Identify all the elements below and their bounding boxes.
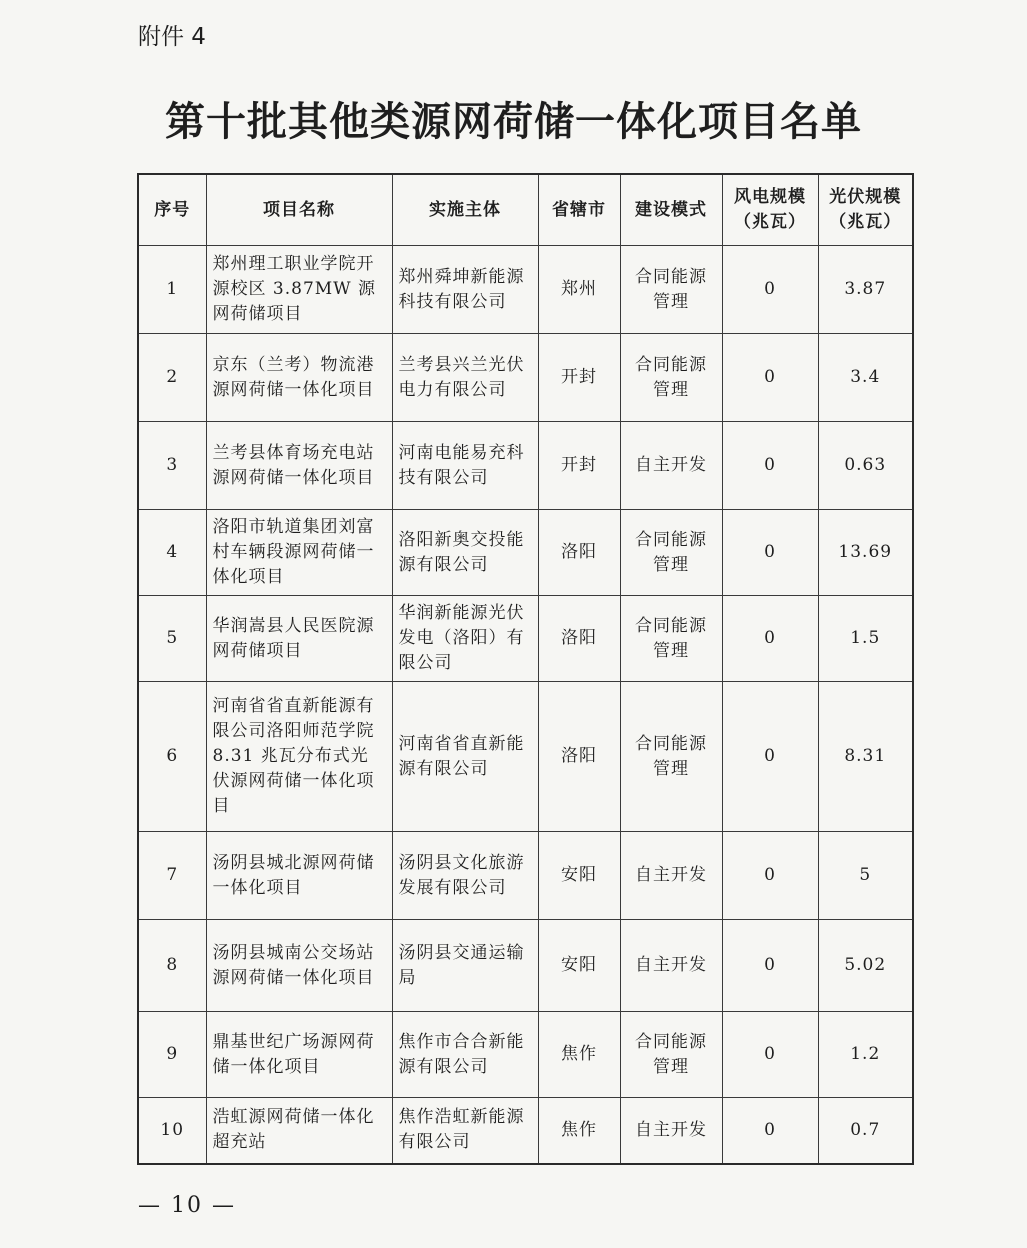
cell-pv: 3.87 <box>818 246 913 334</box>
cell-pv: 13.69 <box>818 510 913 596</box>
table-row <box>138 422 913 510</box>
table-row <box>138 832 913 920</box>
header-city: 省辖市 <box>538 174 620 246</box>
cell-wind: 0 <box>722 682 818 832</box>
cell-pv: 1.2 <box>818 1012 913 1098</box>
cell-project-name: 郑州理工职业学院开源校区 3.87MW 源网荷储项目 <box>206 246 392 334</box>
header-wind: 风电规模（兆瓦） <box>722 174 818 246</box>
cell-city: 安阳 <box>538 920 620 1012</box>
cell-no: 7 <box>138 832 206 920</box>
cell-mode: 合同能源管理 <box>620 246 722 334</box>
cell-pv: 8.31 <box>818 682 913 832</box>
cell-no: 3 <box>138 422 206 510</box>
cell-city: 开封 <box>538 334 620 422</box>
cell-no: 6 <box>138 682 206 832</box>
table-header-row <box>138 174 913 246</box>
cell-pv: 0.7 <box>818 1098 913 1164</box>
cell-city: 焦作 <box>538 1012 620 1098</box>
cell-project-name: 河南省省直新能源有限公司洛阳师范学院 8.31 兆瓦分布式光伏源网荷储一体化项目 <box>206 682 392 832</box>
table-body <box>138 246 913 1164</box>
cell-city: 洛阳 <box>538 682 620 832</box>
cell-no: 4 <box>138 510 206 596</box>
cell-entity: 汤阴县文化旅游发展有限公司 <box>392 832 538 920</box>
cell-mode: 合同能源管理 <box>620 334 722 422</box>
table-row <box>138 596 913 682</box>
cell-city: 郑州 <box>538 246 620 334</box>
cell-city: 洛阳 <box>538 596 620 682</box>
cell-entity: 郑州舜坤新能源科技有限公司 <box>392 246 538 334</box>
cell-no: 2 <box>138 334 206 422</box>
cell-entity: 兰考县兴兰光伏电力有限公司 <box>392 334 538 422</box>
cell-no: 9 <box>138 1012 206 1098</box>
cell-project-name: 京东（兰考）物流港源网荷储一体化项目 <box>206 334 392 422</box>
cell-pv: 5.02 <box>818 920 913 1012</box>
cell-wind: 0 <box>722 920 818 1012</box>
cell-wind: 0 <box>722 510 818 596</box>
cell-mode: 自主开发 <box>620 920 722 1012</box>
cell-entity: 汤阴县交通运输局 <box>392 920 538 1012</box>
project-table <box>137 173 914 1165</box>
cell-city: 开封 <box>538 422 620 510</box>
cell-entity: 河南电能易充科技有限公司 <box>392 422 538 510</box>
header-project-name: 项目名称 <box>206 174 392 246</box>
cell-mode: 合同能源管理 <box>620 596 722 682</box>
cell-no: 8 <box>138 920 206 1012</box>
cell-city: 焦作 <box>538 1098 620 1164</box>
header-pv: 光伏规模（兆瓦） <box>818 174 913 246</box>
cell-no: 1 <box>138 246 206 334</box>
table-row <box>138 246 913 334</box>
attachment-label: 附件 4 <box>138 24 206 50</box>
header-mode: 建设模式 <box>620 174 722 246</box>
cell-wind: 0 <box>722 1098 818 1164</box>
cell-mode: 自主开发 <box>620 422 722 510</box>
cell-mode: 自主开发 <box>620 832 722 920</box>
cell-pv: 3.4 <box>818 334 913 422</box>
cell-entity: 洛阳新奥交投能源有限公司 <box>392 510 538 596</box>
cell-mode: 合同能源管理 <box>620 510 722 596</box>
cell-project-name: 汤阴县城北源网荷储一体化项目 <box>206 832 392 920</box>
table-row <box>138 1098 913 1164</box>
cell-mode: 合同能源管理 <box>620 682 722 832</box>
cell-project-name: 兰考县体育场充电站源网荷储一体化项目 <box>206 422 392 510</box>
table-row <box>138 510 913 596</box>
cell-pv: 0.63 <box>818 422 913 510</box>
cell-city: 洛阳 <box>538 510 620 596</box>
cell-project-name: 浩虹源网荷储一体化超充站 <box>206 1098 392 1164</box>
header-no: 序号 <box>138 174 206 246</box>
cell-no: 5 <box>138 596 206 682</box>
cell-mode: 合同能源管理 <box>620 1012 722 1098</box>
cell-wind: 0 <box>722 1012 818 1098</box>
cell-project-name: 汤阴县城南公交场站源网荷储一体化项目 <box>206 920 392 1012</box>
cell-mode: 自主开发 <box>620 1098 722 1164</box>
table-row <box>138 1012 913 1098</box>
page-number: — 10 — <box>138 1193 236 1218</box>
cell-wind: 0 <box>722 596 818 682</box>
document-title: 第十批其他类源网荷储一体化项目名单 <box>165 98 862 145</box>
cell-pv: 1.5 <box>818 596 913 682</box>
cell-entity: 焦作浩虹新能源有限公司 <box>392 1098 538 1164</box>
table-row <box>138 334 913 422</box>
cell-entity: 河南省省直新能源有限公司 <box>392 682 538 832</box>
cell-entity: 焦作市合合新能源有限公司 <box>392 1012 538 1098</box>
cell-project-name: 华润嵩县人民医院源网荷储项目 <box>206 596 392 682</box>
header-entity: 实施主体 <box>392 174 538 246</box>
cell-wind: 0 <box>722 422 818 510</box>
cell-wind: 0 <box>722 246 818 334</box>
cell-city: 安阳 <box>538 832 620 920</box>
table-row <box>138 920 913 1012</box>
cell-project-name: 洛阳市轨道集团刘富村车辆段源网荷储一体化项目 <box>206 510 392 596</box>
cell-no: 10 <box>138 1098 206 1164</box>
cell-pv: 5 <box>818 832 913 920</box>
table-row <box>138 682 913 832</box>
cell-wind: 0 <box>722 832 818 920</box>
cell-project-name: 鼎基世纪广场源网荷储一体化项目 <box>206 1012 392 1098</box>
cell-wind: 0 <box>722 334 818 422</box>
cell-entity: 华润新能源光伏发电（洛阳）有限公司 <box>392 596 538 682</box>
